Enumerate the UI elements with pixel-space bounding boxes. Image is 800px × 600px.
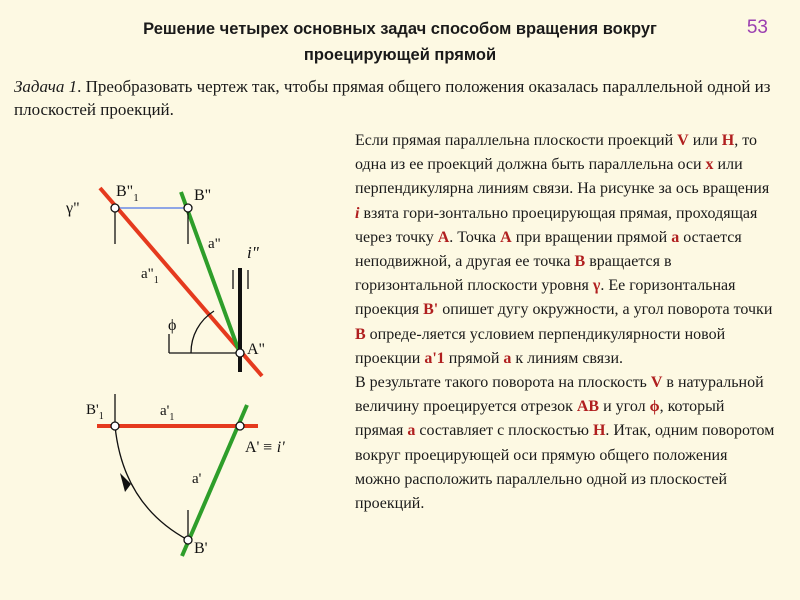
label-b-top: B' bbox=[194, 540, 208, 557]
label-a-point-top: A' bbox=[245, 439, 260, 456]
label-a-point-front: A" bbox=[247, 341, 266, 358]
label-i-front: i" bbox=[247, 243, 259, 262]
highlighted-term: γ bbox=[592, 277, 601, 295]
point-b1-top bbox=[111, 422, 119, 430]
highlighted-term: АВ bbox=[576, 398, 600, 416]
highlighted-term: х bbox=[705, 156, 714, 174]
point-b1-front bbox=[111, 204, 119, 212]
text-run: прямой bbox=[444, 349, 504, 367]
point-a-front bbox=[236, 349, 244, 357]
label-a-top: a' bbox=[192, 471, 202, 487]
highlighted-term: а'1 bbox=[424, 349, 445, 367]
label-equiv-i: ≡ i' bbox=[262, 439, 285, 456]
label-b1-front: $B"_1$ bbox=[116, 183, 139, 204]
text-run: Если прямая параллельна плоскости проекций bbox=[355, 132, 678, 149]
text-run: , то одна из ее проекций должна быть параллельна оси bbox=[355, 132, 758, 174]
label-a1-front: $a"_1$ bbox=[141, 266, 159, 286]
highlighted-term: А bbox=[437, 228, 450, 246]
text-run: опишет дугу окружности, а угол поворота точки bbox=[438, 301, 773, 319]
highlighted-term: V bbox=[650, 374, 663, 392]
rotation-arrow-icon bbox=[120, 473, 131, 492]
label-b1-top: $B'_1$ bbox=[86, 402, 104, 422]
text-run: . Ее горизонтальная проекция bbox=[355, 277, 736, 319]
label-phi: ϕ bbox=[168, 317, 177, 334]
text-run: или перпендикулярна линиям связи. На рисунке за ось вращения bbox=[355, 156, 770, 198]
text-run: в натуральной величину проецируется отрезок bbox=[355, 374, 764, 416]
text-run: опреде-ляется условием перпендикулярности новой проекции bbox=[355, 325, 726, 367]
label-gamma: γ" bbox=[66, 200, 80, 217]
highlighted-term: Н bbox=[592, 422, 606, 440]
title-line-1: Решение четырех основных задач способом вращения вокруг bbox=[143, 20, 657, 38]
highlighted-term: В bbox=[574, 253, 586, 271]
highlighted-term: а bbox=[503, 349, 512, 367]
text-run: . Точка bbox=[449, 228, 501, 246]
point-a-top bbox=[236, 422, 244, 430]
highlighted-term: Н bbox=[721, 132, 735, 149]
point-b-front bbox=[184, 204, 192, 212]
task-label: Задача 1 bbox=[14, 77, 78, 96]
label-a1-top: $a'_1$ bbox=[160, 403, 175, 423]
text-run: . Итак, одним поворотом вокруг проецирующей оси прямую общего положения можно расположить параллельно одной из плоскостей проекций. bbox=[355, 422, 775, 513]
highlighted-term: а bbox=[407, 422, 416, 440]
point-b-top bbox=[184, 536, 192, 544]
task-text: . Преобразовать чертеж так, чтобы прямая общего положения оказалась параллельной одной из плоскостей проекций. bbox=[14, 77, 771, 119]
text-run: при вращении прямой bbox=[511, 228, 672, 246]
highlighted-term: В bbox=[355, 325, 366, 343]
line-a-front bbox=[181, 192, 240, 354]
highlighted-term: В' bbox=[423, 301, 439, 319]
text-run: и угол bbox=[599, 398, 650, 416]
label-b-front: B" bbox=[194, 187, 212, 204]
text-run: вращается в горизонтальной плоскости уровня bbox=[355, 253, 672, 295]
label-a-front: a" bbox=[208, 236, 221, 252]
text-run: или bbox=[688, 132, 722, 149]
highlighted-term: а bbox=[671, 228, 680, 246]
highlighted-term: ϕ bbox=[649, 398, 660, 416]
text-run: , который прямая bbox=[355, 398, 725, 440]
text-run: В результате такого поворота на плоскость bbox=[355, 374, 651, 392]
text-run: взята гори-зонтально проецирующая прямая, проходящая через точку bbox=[355, 204, 758, 246]
highlighted-term: i bbox=[355, 204, 360, 222]
text-run: остается неподвижной, а другая ее точка bbox=[355, 228, 742, 271]
page-number: 53 bbox=[746, 17, 768, 38]
text-run: к линиям связи. bbox=[511, 349, 624, 367]
highlighted-term: V bbox=[677, 132, 689, 149]
highlighted-term: А bbox=[500, 228, 512, 246]
title-line-2: проецирующей прямой bbox=[303, 46, 497, 64]
text-run: составляет с плоскостью bbox=[415, 422, 593, 440]
